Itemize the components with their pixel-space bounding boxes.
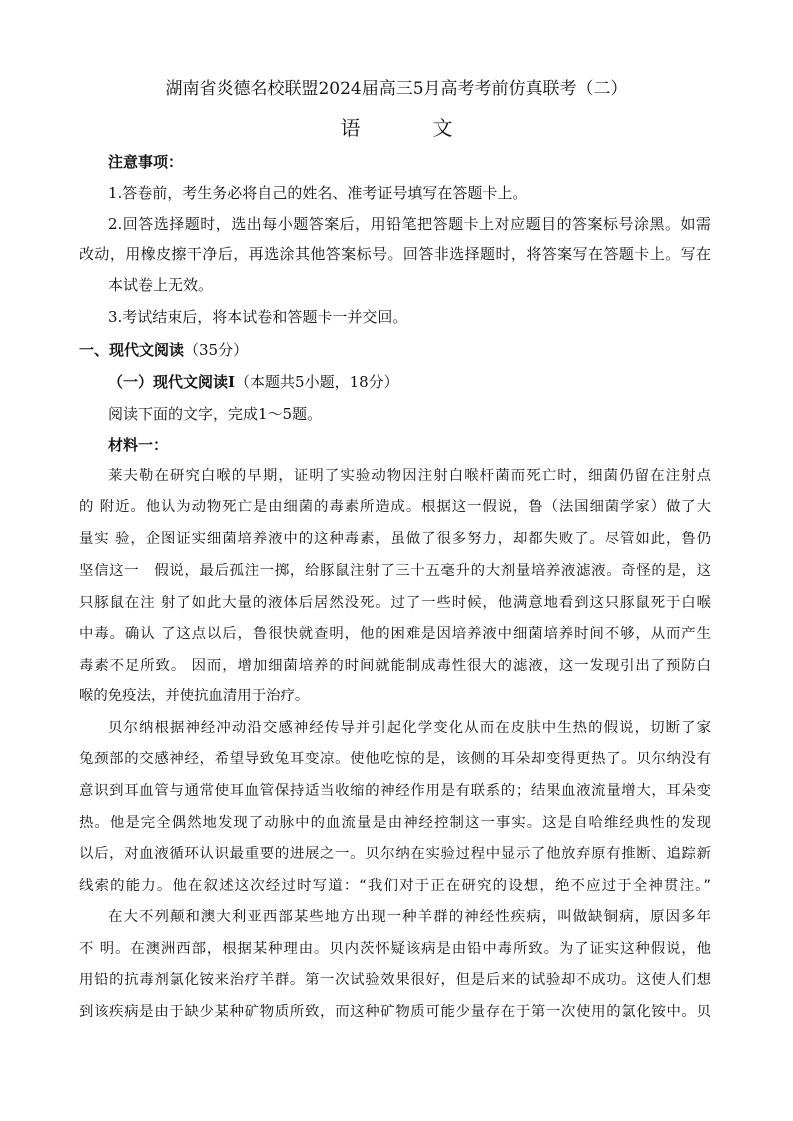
passage-p1-line: 的 附近。他认为动物死亡是由细菌的毒素所造成。根据这一假说，鲁（法国细菌学家）做了大	[79, 499, 711, 515]
passage-p2-line: 以后，对血液循环认识最重要的进展之一。贝尔纳在实验过程中显示了他放弃原有推断、追踪新	[79, 846, 711, 862]
material-label: 材料一：	[108, 436, 169, 454]
passage-p1-line: 中毒。确认 了这点以后，鲁很快就查明，他的困难是因培养液中细菌培养时间不够，从而产生	[79, 626, 711, 642]
passage-p2-line: 热。他是完全偶然地发现了动脉中的血流量是由神经控制这一事实。这是自哈维经典性的发现	[79, 815, 711, 831]
subject-title: 语 文	[340, 116, 479, 140]
notice-item-3: 3.考试结束后，将本试卷和答题卡一并交回。	[108, 308, 408, 326]
section-heading-title: 一、现代文阅读	[79, 341, 185, 359]
notice-item-2-line-2: 改动，用橡皮擦干净后，再选涂其他答案标号。回答非选择题时，将答案写在答题卡上。写在	[79, 245, 711, 263]
subsection-heading-title: （一）现代文阅读Ⅰ	[108, 373, 236, 391]
passage-p1-line: 量实 验，企图证实细菌培养液中的这种毒素，虽做了很多努力，却都失败了。尽管如此，鲁仍	[79, 531, 711, 547]
passage-p3-line: 在大不列颠和澳大利亚西部某些地方出现一种羊群的神经性疾病，叫做缺铜病，原因多年	[108, 909, 711, 925]
section-heading	[79, 340, 711, 360]
passage-p1-line: 喉的免疫法，并使抗血清用于治疗。	[79, 688, 310, 704]
passage-p3-line: 不 明。在澳洲西部，根据某种理由。贝内茨怀疑该病是由铅中毒所致。为了证实这种假说，他	[79, 941, 711, 957]
passage-p3-line: 用铅的抗毒剂氯化铵来治疗羊群。第一次试验效果很好，但是后来的试验却不成功。这使人们想	[79, 972, 711, 988]
passage-p2-line: 线索的能力。他在叙述这次经过时写道：“我们对于正在研究的设想，绝不应过于全神贯注。”	[79, 878, 711, 894]
reading-instruction: 阅读下面的文字，完成1～5题。	[108, 405, 323, 423]
notice-item-1: 1.答卷前，考生务必将自己的姓名、准考证号填写在答题卡上。	[108, 184, 528, 202]
passage-p1-line: 坚信这一 假说，最后孤注一掷，给豚鼠注射了三十五毫升的大剂量培养液滤液。奇怪的是，这	[79, 563, 711, 579]
exam-title: 湖南省炎德名校联盟2024届高三5月高考考前仿真联考（二）	[165, 79, 628, 99]
passage-p2-line: 兔颈部的交感神经，希望导致兔耳变凉。使他吃惊的是，该侧的耳朵却变得更热了。贝尔纳没有	[79, 751, 711, 767]
passage-p2-line: 贝尔纳根据神经冲动沿交感神经传导并引起化学变化从而在皮肤中生热的假说，切断了家	[108, 720, 711, 736]
passage-p1-line: 毒素不足所致。 因而，增加细菌培养的时间就能制成毒性很大的滤液，这一发现引出了预防白	[79, 658, 711, 674]
section-heading-score: （35分）	[184, 341, 249, 359]
subsection-heading-score: （本题共5小题，18分）	[235, 373, 399, 391]
notice-heading: 注意事项：	[108, 153, 184, 171]
passage-p3-line: 到该疾病是由于缺少某种矿物质所致，而这种矿物质可能少量存在于第一次使用的氯化铵中。贝	[79, 1004, 711, 1020]
passage-p1-line: 只豚鼠在注 射了如此大量的液体后居然没死。过了一些时候，他满意地看到这只豚鼠死于白喉	[79, 595, 711, 611]
passage-p1-line: 莱夫勒在研究白喉的早期，证明了实验动物因注射白喉杆菌而死亡时，细菌仍留在注射点	[108, 468, 711, 484]
passage-p2-line: 意识到耳血管与通常使耳血管保持适当收缩的神经作用是有联系的；结果血液流量增大，耳朵变	[79, 783, 711, 799]
subsection-heading	[108, 372, 711, 392]
notice-item-2-line-1: 2.回答选择题时，选出每小题答案后，用铅笔把答题卡上对应题目的答案标号涂黑。如需	[108, 215, 711, 233]
notice-item-2-line-3: 本试卷上无效。	[108, 276, 214, 294]
